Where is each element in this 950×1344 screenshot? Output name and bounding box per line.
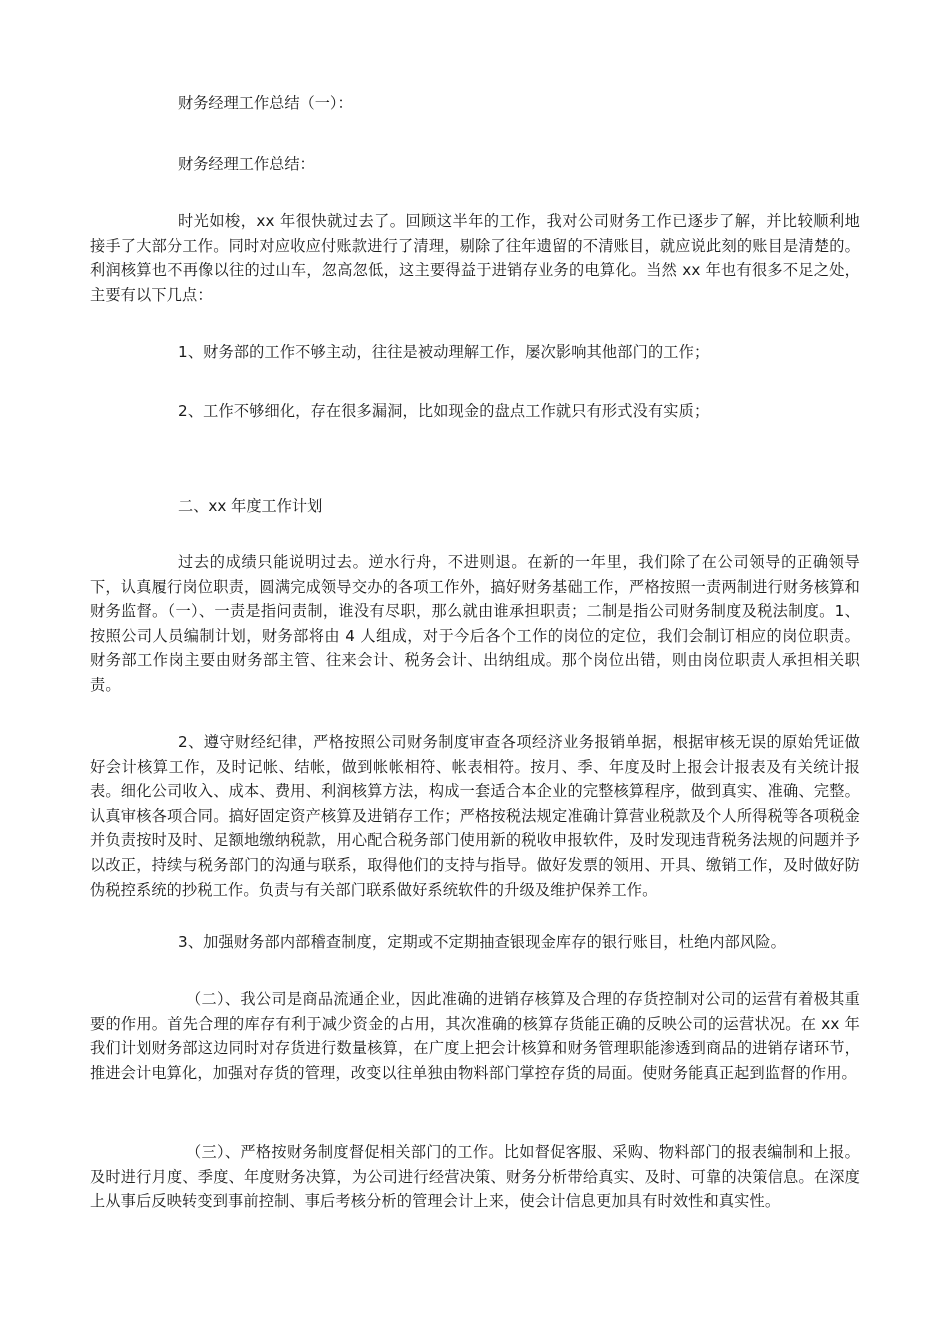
section-heading-work-plan: 二、xx 年度工作计划 [178,497,323,515]
summary-subtitle: 财务经理工作总结： [178,155,315,173]
plan-paragraph-3: 3、加强财务部内部稽查制度，定期或不定期抽查银现金库存的银行账目，杜绝内部风险。 [178,933,786,951]
plan-paragraph-4: （二）、我公司是商品流通企业，因此准确的进销存核算及合理的存货控制对公司的运营有着极其重要的作用。首先合理的库存有利于减少资金的占用，其次准确的核算存货能正确的反映公司的运营状况。在 xx 年我们计划财务部这边同时对存货进行数量核算，在广度上把会计核算和财务管理职能渗透到商品的进销存诸环节，推进会计电算化，加强对存货的管理，改变以往单独由物料部门掌控存货的局面。使财务能真正起到监督的作用。 [90,990,860,1082]
plan-paragraph-1: 过去的成绩只能说明过去。逆水行舟，不进则退。在新的一年里，我们除了在公司领导的正确领导下，认真履行岗位职责，圆满完成领导交办的各项工作外，搞好财务基础工作，严格按照一责两制进行财务核算和财务监督。（一）、一责是指问责制，谁没有尽职，那么就由谁承担职责；二制是指公司财务制度及税法制度。1、按照公司人员编制计划，财务部将由 4 人组成，对于今后各个工作的岗位的定位，我们会制订相应的岗位职责。财务部工作岗主要由财务部主管、往来会计、税务会计、出纳组成。那个岗位出错，则由岗位职责人承担相关职责。 [90,553,860,694]
intro-paragraph: 时光如梭，xx 年很快就过去了。回顾这半年的工作，我对公司财务工作已逐步了解，并比较顺利地接手了大部分工作。同时对应收应付账款进行了清理，剔除了往年遗留的不清账目，就应说此刻的账目是清楚的。利润核算也不再像以往的过山车，忽高忽低，这主要得益于进销存业务的电算化。当然 xx 年也有很多不足之处，主要有以下几点： [90,212,860,304]
shortcoming-item-1: 1、财务部的工作不够主动，往往是被动理解工作，屡次影响其他部门的工作； [178,343,710,361]
plan-paragraph-2: 2、遵守财经纪律，严格按照公司财务制度审查各项经济业务报销单据，根据审核无误的原始凭证做好会计核算工作，及时记帐、结帐，做到帐帐相符、帐表相符。按月、季、年度及时上报会计报表及有关统计报表。细化公司收入、成本、费用、利润核算方法，构成一套适合本企业的完整核算程序，做到真实、准确、完整。认真审核各项合同。搞好固定资产核算及进销存工作；严格按税法规定准确计算营业税款及个人所得税等各项税金并负责按时及时、足额地缴纳税款，用心配合税务部门使用新的税收申报软件，及时发现违背税务法规的问题并予以改正，持续与税务部门的沟通与联系，取得他们的支持与指导。做好发票的领用、开具、缴销工作，及时做好防伪税控系统的抄税工作。负责与有关部门联系做好系统软件的升级及维护保养工作。 [90,733,860,899]
plan-paragraph-5: （三）、严格按财务制度督促相关部门的工作。比如督促客服、采购、物料部门的报表编制和上报。及时进行月度、季度、年度财务决算，为公司进行经营决策、财务分析带给真实、及时、可靠的决策信息。在深度上从事后反映转变到事前控制、事后考核分析的管理会计上来，使会计信息更加具有时效性和真实性。 [90,1143,860,1211]
shortcoming-item-2: 2、工作不够细化，存在很多漏洞，比如现金的盘点工作就只有形式没有实质； [178,402,710,420]
document-title: 财务经理工作总结（一）： [178,94,353,112]
